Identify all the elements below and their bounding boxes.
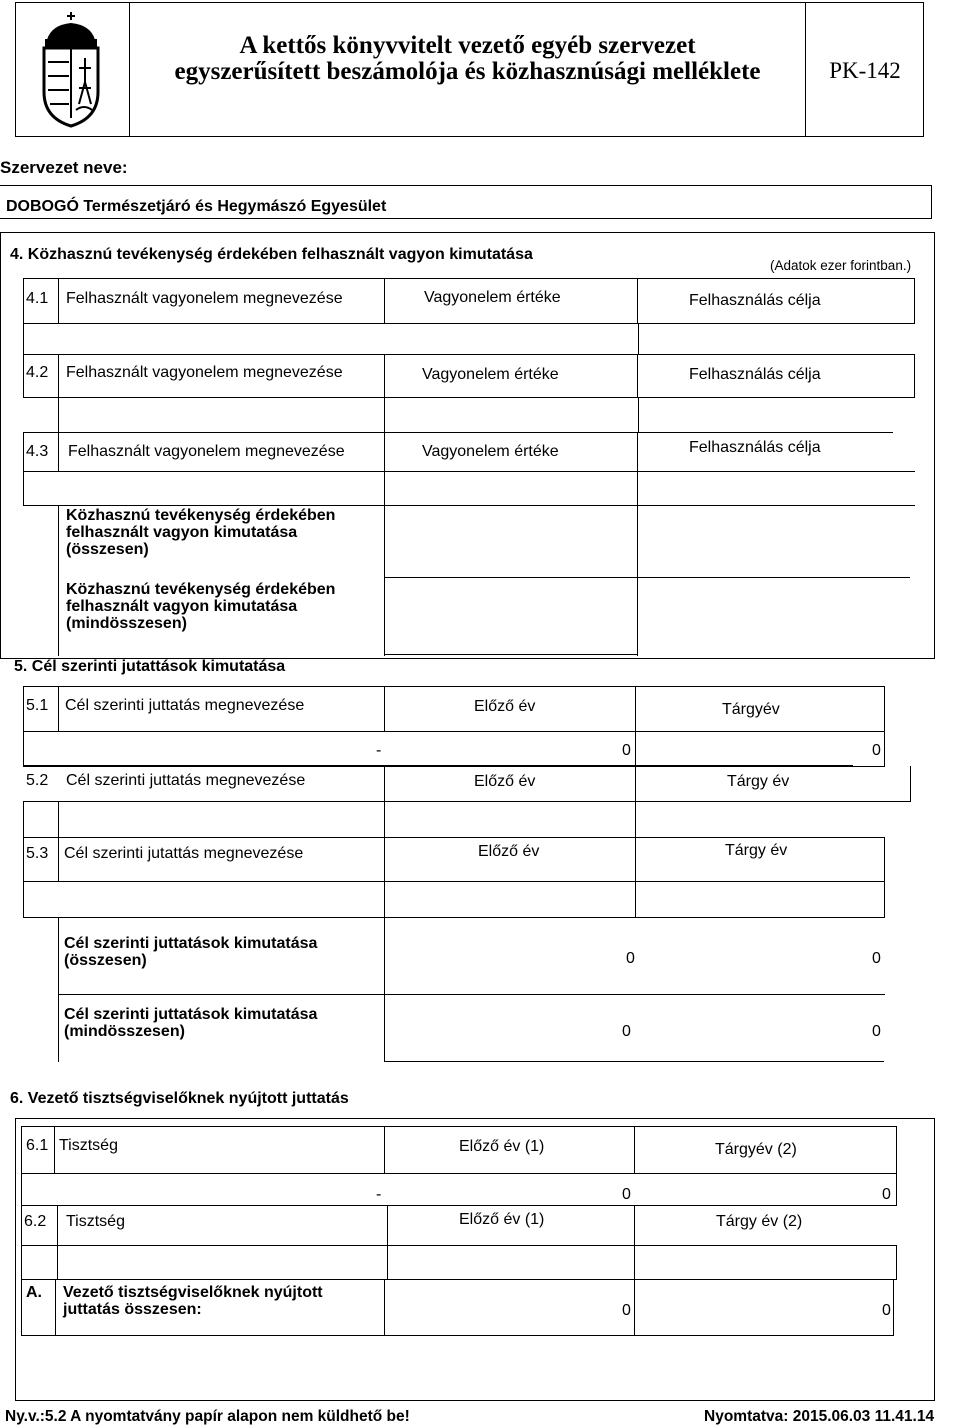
s4-data3-div1 xyxy=(384,472,385,506)
s4-row2-num: 4.2 xyxy=(26,364,49,381)
s6-total-label-2: juttatás összesen: xyxy=(63,1301,202,1318)
s4-row2-name-header: Felhasznált vagyonelem megnevezése xyxy=(66,364,343,381)
s6-row1-prev-value: 0 xyxy=(622,1186,631,1203)
s6-total-curr: 0 xyxy=(882,1302,891,1319)
s4-data2-div2 xyxy=(638,398,639,432)
s5-data2-div3 xyxy=(635,802,636,838)
s5-data3-bottom xyxy=(23,917,885,918)
s6-row2-num: 6.2 xyxy=(24,1213,47,1230)
s4-total-label-3: (összesen) xyxy=(66,541,149,558)
s4-row3-bottom xyxy=(23,471,915,472)
s4-row3-div3 xyxy=(637,432,638,472)
s6-row1-curr-value: 0 xyxy=(882,1186,891,1203)
s4-row1-div1 xyxy=(58,278,59,324)
s5-row1-right xyxy=(884,686,885,766)
s5-row1-top xyxy=(23,686,885,687)
s5-row1-curr-value: 0 xyxy=(872,742,881,759)
unit-note: (Adatok ezer forintban.) xyxy=(770,258,912,273)
s4-data3-div2 xyxy=(637,472,638,506)
s4-row1-value-header: Vagyonelem értéke xyxy=(424,289,561,306)
s5-grand-bottom xyxy=(384,1061,884,1062)
s4-row3-value-header: Vagyonelem értéke xyxy=(422,443,559,460)
form-title-line2: egyszerűsített beszámolója és közhasznúsági melléklete xyxy=(174,58,761,85)
s4-total-div2 xyxy=(637,506,638,656)
s4-data2-left xyxy=(58,398,59,432)
s4-data3-left xyxy=(23,472,24,506)
s4-row3-top xyxy=(23,432,893,433)
form-code: PK-142 xyxy=(829,58,901,83)
s5-grand-label-1: Cél szerinti juttatások kimutatása xyxy=(64,1006,318,1023)
section5-title: 5. Cél szerinti jutattások kimutatása xyxy=(14,658,286,675)
s4-row2-purpose-header: Felhasználás célja xyxy=(689,366,821,383)
s5-row1-bottom xyxy=(23,731,885,732)
s5-grand-curr: 0 xyxy=(872,1023,881,1040)
s4-row2-right xyxy=(914,354,915,398)
s5-grand-prev: 0 xyxy=(622,1023,631,1040)
s5-row2-top xyxy=(23,766,885,767)
org-box-top xyxy=(0,185,932,186)
s5-row2-div1 xyxy=(384,766,385,802)
s5-total-label-1: Cél szerinti juttatások kimutatása xyxy=(64,935,318,952)
s5-data2-div2 xyxy=(384,802,385,838)
s5-row2-bottom xyxy=(23,801,911,802)
section4-title: 4. Közhasznú tevékenység érdekében felhasznált vagyon kimutatása xyxy=(10,246,533,263)
s5-row3-right xyxy=(884,838,885,918)
s5-row1-div1 xyxy=(58,686,59,732)
s4-total-left xyxy=(58,506,59,656)
s5-row3-bottom xyxy=(23,881,885,882)
s6-row2-name-header: Tisztség xyxy=(66,1213,125,1230)
s4-data1-div xyxy=(638,324,639,354)
s5-row1-prev-value: 0 xyxy=(622,742,631,759)
s4-data1-left xyxy=(23,324,24,354)
s5-row2-right xyxy=(910,766,911,802)
s5-row3-prev-header: Előző év xyxy=(478,843,540,860)
s5-row3-div1 xyxy=(58,838,59,882)
s6-row1-curr-header: Tárgyév (2) xyxy=(715,1141,797,1158)
s5-row1-prev-header: Előző év xyxy=(474,698,536,715)
s5-row1-curr-header: Tárgyév xyxy=(722,701,780,718)
s5-row1-left xyxy=(23,686,24,766)
s4-row2-left xyxy=(23,354,24,398)
s5-row2-prev-header: Előző év xyxy=(474,773,536,790)
s4-row2-value-header: Vagyonelem értéke xyxy=(422,366,559,383)
s5-row2-num: 5.2 xyxy=(26,772,49,789)
s4-grand-bottom xyxy=(384,654,637,655)
s5-row2-name-header: Cél szerinti juttatás megnevezése xyxy=(66,772,306,789)
s4-row2-div2 xyxy=(384,354,385,398)
s4-row3-num: 4.3 xyxy=(26,443,49,460)
s5-total-label-2: (összesen) xyxy=(64,952,147,969)
s5-row1-div3 xyxy=(635,686,636,766)
s6-total-label-1: Vezető tisztségviselőknek nyújtott xyxy=(63,1284,323,1301)
s4-grand-label-2: felhasznált vagyon kimutatása xyxy=(66,598,298,615)
s4-total-div1 xyxy=(384,506,385,656)
s5-total-mid xyxy=(58,994,885,995)
s4-total-label-2: felhasznált vagyon kimutatása xyxy=(66,524,298,541)
s5-row1-name-value: - xyxy=(376,742,382,759)
section6-frame xyxy=(15,1118,935,1401)
s6-row1-name-header: Tisztség xyxy=(59,1137,118,1154)
s6-row1-num: 6.1 xyxy=(26,1137,49,1154)
s4-row2-bottom xyxy=(23,397,915,398)
org-name: DOBOGÓ Természetjáró és Hegymászó Egyesület xyxy=(6,198,387,215)
s5-row3-left xyxy=(23,838,24,918)
s5-row1-name-header: Cél szerinti juttatás megnevezése xyxy=(65,697,305,714)
s4-row2-div1 xyxy=(58,354,59,398)
s4-data2-div1 xyxy=(384,398,385,432)
s4-row3-name-header: Felhasznált vagyonelem megnevezése xyxy=(68,443,345,460)
s4-row1-bottom xyxy=(23,323,915,324)
s5-data2-div1 xyxy=(58,802,59,838)
s4-row1-name-header: Felhasznált vagyonelem megnevezése xyxy=(66,290,343,307)
s4-row1-top xyxy=(23,278,915,279)
org-name-label: Szervezet neve: xyxy=(0,158,128,177)
section6-title: 6. Vezető tisztségviselőknek nyújtott juttatás xyxy=(10,1090,349,1107)
footer-print-date: Nyomtatva: 2015.06.03 11.41.14 xyxy=(704,1408,935,1425)
s4-row3-purpose-header: Felhasználás célja xyxy=(689,439,821,456)
s4-grand-label-3: (mindösszesen) xyxy=(66,615,187,632)
org-box-right xyxy=(931,185,932,219)
s6-row2-curr-header: Tárgy év (2) xyxy=(716,1213,803,1230)
s4-row1-purpose-header: Felhasználás célja xyxy=(689,292,821,309)
s4-row1-div2 xyxy=(384,278,385,324)
s4-total-mid xyxy=(384,577,910,578)
s4-row1-left xyxy=(23,278,24,324)
s5-row2-curr-header: Tárgy év xyxy=(727,773,790,790)
footer-left-note: Ny.v.:5.2 A nyomtatvány papír alapon nem küldhető be! xyxy=(5,1408,410,1425)
s6-row2-prev-header: Előző év (1) xyxy=(459,1211,545,1228)
s5-row3-div2 xyxy=(384,838,385,918)
s5-grand-label-2: (mindösszesen) xyxy=(64,1023,185,1040)
s5-total-div xyxy=(384,918,385,1062)
org-box-bottom xyxy=(0,218,932,219)
s4-row3-div2 xyxy=(384,432,385,472)
s6-total-prev: 0 xyxy=(622,1302,631,1319)
s4-row1-right xyxy=(914,278,915,324)
s4-row3-div1 xyxy=(58,432,59,472)
s5-row2-div2 xyxy=(635,766,636,802)
s5-row3-num: 5.3 xyxy=(26,845,49,862)
s5-row3-div3 xyxy=(635,838,636,918)
s4-grand-label-1: Közhasznú tevékenység érdekében xyxy=(66,581,336,598)
s4-row2-div3 xyxy=(637,354,638,398)
s5-total-curr: 0 xyxy=(872,950,881,967)
s4-row1-div3 xyxy=(637,278,638,324)
s6-row1-name-value: - xyxy=(376,1186,382,1203)
form-title-line1: A kettős könyvvitelt vezető egyéb szervezet xyxy=(239,32,696,59)
s4-row3-left xyxy=(23,432,24,472)
s5-data2-left xyxy=(23,802,24,838)
s5-row3-name-header: Cél szerinti jutattás megnevezése xyxy=(64,845,304,862)
hungarian-coat-of-arms-icon xyxy=(36,10,106,130)
s5-total-left xyxy=(58,918,59,1062)
s6-total-num: A. xyxy=(26,1284,42,1301)
s6-row1-prev-header: Előző év (1) xyxy=(459,1138,545,1155)
s5-row1-div2 xyxy=(384,686,385,732)
s5-total-prev: 0 xyxy=(626,950,635,967)
s5-data2-bottom xyxy=(23,837,885,838)
s4-data3-bottom xyxy=(23,505,915,506)
s4-row2-top xyxy=(23,354,915,355)
s4-total-label-1: Közhasznú tevékenység érdekében xyxy=(66,507,336,524)
s4-row1-num: 4.1 xyxy=(26,290,49,307)
s5-row3-curr-header: Tárgy év xyxy=(725,842,788,859)
s5-row1-num: 5.1 xyxy=(26,697,49,714)
